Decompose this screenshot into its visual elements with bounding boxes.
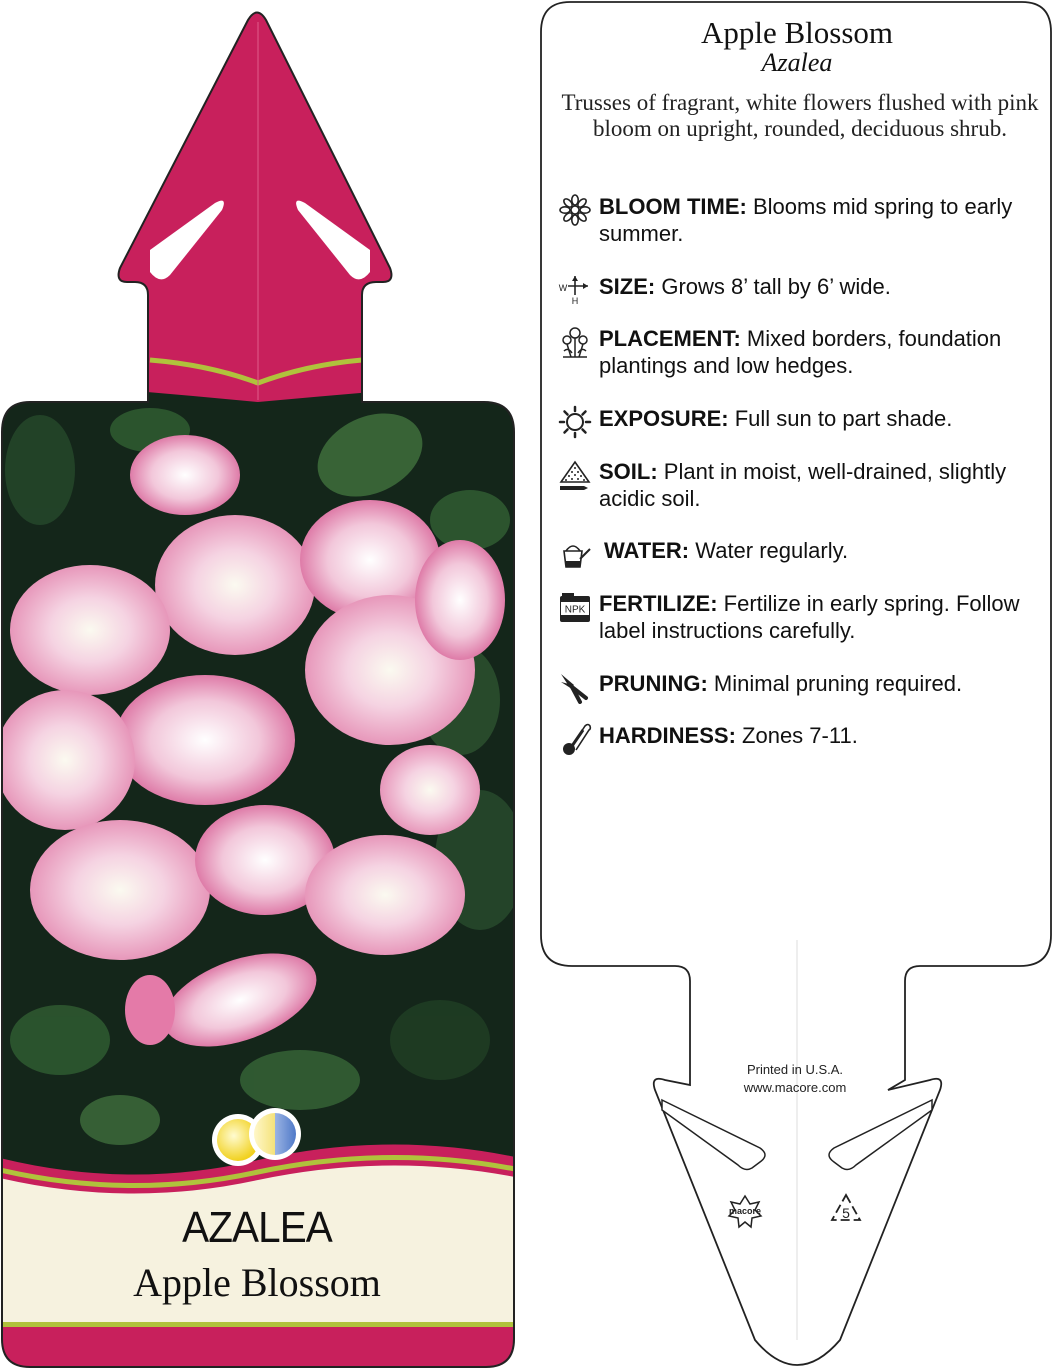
- svg-text:5: 5: [842, 1205, 850, 1221]
- website-link[interactable]: www.macore.com: [743, 1080, 847, 1095]
- front-cultivar-title: Apple Blossom: [133, 1260, 381, 1305]
- info-value: Full sun to part shade.: [734, 406, 953, 431]
- info-label: EXPOSURE:: [599, 406, 729, 431]
- back-title: Apple Blossom: [700, 15, 894, 50]
- info-label: WATER:: [604, 538, 690, 563]
- info-label: SOIL:: [599, 459, 658, 484]
- info-label: PRUNING:: [599, 671, 708, 696]
- pruners-icon: [558, 670, 592, 704]
- plant-description: Trusses of fragrant, white flowers flushed with pink bloom on upright, rounded, deciduous shrub.: [561, 90, 1039, 141]
- back-subtitle: Azalea: [761, 48, 833, 77]
- info-value: Zones 7-11.: [742, 723, 858, 748]
- info-value: Minimal pruning required.: [713, 671, 963, 696]
- front-genus-title: AZALEA: [182, 1203, 332, 1252]
- svg-text:NPK: NPK: [564, 604, 586, 616]
- printed-in-label: Printed in U.S.A.: [746, 1062, 844, 1077]
- info-value: Water regularly.: [695, 538, 849, 563]
- thermometer-icon: [558, 722, 592, 756]
- info-value: Mixed borders, foundation plantings and low hedges.: [599, 326, 1002, 378]
- info-row-hardiness: [558, 722, 1038, 782]
- info-value: Grows 8’ tall by 6’ wide.: [661, 274, 891, 299]
- size-icon: [558, 273, 592, 307]
- sun-icon: [558, 405, 592, 439]
- info-value: Plant in moist, well-drained, slightly acidic soil.: [599, 459, 1007, 511]
- info-value: Fertilize in early spring. Follow label instructions carefully.: [599, 591, 1020, 643]
- watering-can-icon: [558, 537, 592, 571]
- svg-text:W: W: [558, 283, 568, 293]
- info-row-bloom-time: [558, 193, 1038, 253]
- info-row-exposure: [558, 405, 1038, 465]
- info-label: PLACEMENT:: [599, 326, 741, 351]
- info-label: FERTILIZE:: [599, 591, 718, 616]
- info-row-soil: [558, 458, 1038, 518]
- flower-icon: [558, 193, 592, 227]
- info-label: SIZE:: [599, 274, 656, 299]
- info-value: Blooms mid spring to early summer.: [599, 194, 1013, 246]
- info-label: HARDINESS:: [599, 723, 736, 748]
- svg-text:H: H: [571, 296, 579, 306]
- info-row-size: [558, 273, 1038, 333]
- info-row-fertilize: [558, 590, 1038, 650]
- info-row-pruning: [558, 670, 1038, 730]
- info-label: BLOOM TIME:: [599, 194, 747, 219]
- info-row-water: [558, 537, 1038, 597]
- svg-text:macore: macore: [728, 1206, 762, 1216]
- info-row-placement: [558, 325, 1038, 385]
- soil-icon: [558, 458, 592, 492]
- placement-icon: [558, 325, 592, 359]
- fertilizer-icon: [558, 590, 592, 624]
